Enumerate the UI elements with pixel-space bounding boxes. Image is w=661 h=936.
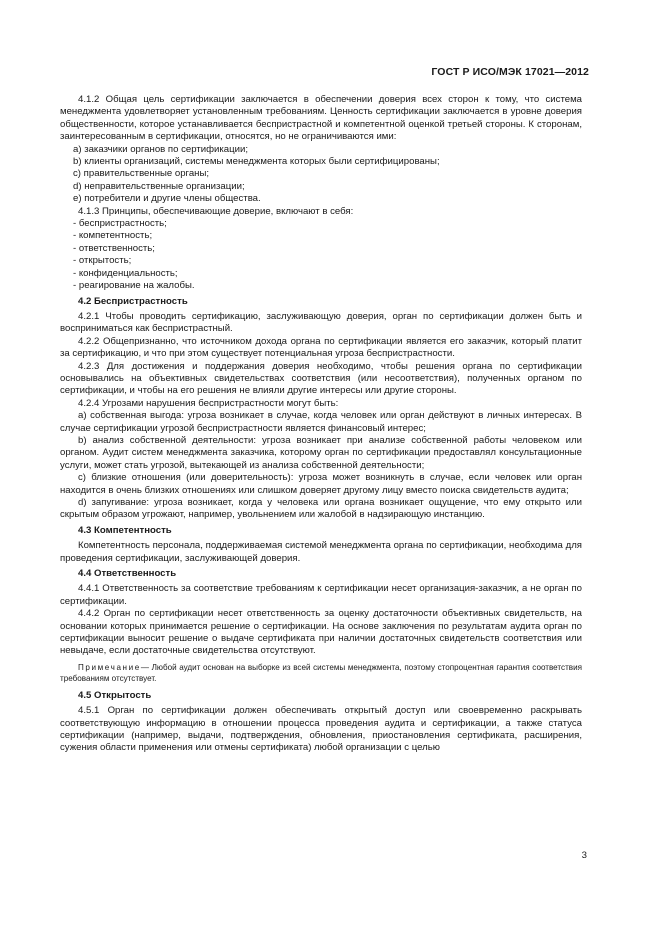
list-item-principle: - компетентность; — [73, 230, 153, 242]
paragraph-4-2-4: 4.2.4 Угрозами нарушения беспристрастности могут быть: — [78, 397, 339, 409]
threat-a: a) собственная выгода: угроза возникает в случае, когда человек или орган действуют в личных интересах. В случае сертификации угрозой беспристрастности является финансовый интерес; — [60, 410, 582, 434]
paragraph-4-4-2: 4.4.2 Орган по сертификации несет ответственность за оценку достаточности объективных свидетельств, на основании которых принимается решение о сертификации. На основе заключения по результатам аудита орган по сертификации выносит решение о выдаче сертификата при наличии достаточных свидетельств соответствия или невыдаче, если достаточные свидетельства отсутствуют. — [60, 608, 582, 657]
section-heading-4-3: 4.3 Компетентность — [78, 524, 172, 536]
document-body — [60, 94, 582, 755]
paragraph-4-2-3: 4.2.3 Для достижения и поддержания доверия необходимо, чтобы решения органа по сертификации основывались на объективных свидетельствах соответствия (или несоответствия), полученных органом по сертификации, и чтобы на его решения не влияли другие интересы или другие стороны. — [60, 360, 582, 397]
paragraph-4-1-3: 4.1.3 Принципы, обеспечивающие доверие, включают в себя: — [78, 205, 354, 217]
paragraph-4-2-2: 4.2.2 Общепризнанно, что источником дохода органа по сертификации является его заказчик, который платит за сертификацию, и что при этом существует потенциальная угроза беспристрастности. — [60, 335, 582, 360]
list-item-party: a) заказчики органов по сертификации; — [73, 143, 248, 155]
threat-d: d) запугивание: угроза возникает, когда у человека или органа возникает ощущение, что ему открыто или скрытым образом угрожают, например, увольнением или жалобой в надзирающую инстанцию. — [60, 497, 582, 521]
paragraph-4-4-1: 4.4.1 Ответственность за соответствие требованиям к сертификации несет организация-заказчик, а не орган по сертификации. — [60, 583, 582, 607]
paragraph-4-3: Компетентность персонала, поддерживаемая системой менеджмента органа по сертификации, необходима для проведения сертификации, заслуживающей доверия. — [60, 540, 582, 564]
page-header: ГОСТ Р ИСО/МЭК 17021—2012 — [431, 66, 589, 78]
note-label: Примечание — [78, 662, 141, 672]
list-item-principle: - открытость; — [73, 255, 132, 267]
list-item-party: b) клиенты организаций, системы менеджмента которых были сертифицированы; — [73, 156, 440, 168]
paragraph-4-2-1: 4.2.1 Чтобы проводить сертификацию, заслуживающую доверия, орган по сертификации должен быть и восприниматься как беспристрастный. — [60, 310, 582, 335]
note-text: — Любой аудит основан на выборке из всей системы менеджмента, поэтому стопроцентная гарантия соответствия требованиям отсутствует. — [60, 662, 582, 684]
paragraph-4-5-1: 4.5.1 Орган по сертификации должен обеспечивать открытый доступ или своевременно раскрывать соответствующую информацию в отношении процесса проведения аудита и сертификации, а также статуса сертификации (например, выдачи, подтверждения, обновления, приостановления сертификата, расширения, сужения области применения или отмены сертификата) любой организации с целью — [60, 705, 582, 754]
list-item-party: e) потребители и другие члены общества. — [73, 193, 261, 205]
list-item-principle: - конфиденциальность; — [73, 267, 178, 279]
threat-b: b) анализ собственной деятельности: угроза возникает при анализе собственной работы человеком или органом. Аудит систем менеджмента заказчика, которому орган по сертификации предоставлял консультационные услуги, может стать угрозой, вытекающей из анализа собственной деятельности; — [60, 434, 582, 471]
list-item-principle: - ответственность; — [73, 242, 155, 254]
section-heading-4-4: 4.4 Ответственность — [78, 568, 177, 580]
section-heading-4-5: 4.5 Открытость — [78, 689, 152, 701]
page-number: 3 — [581, 850, 587, 861]
section-heading-4-2: 4.2 Беспристрастность — [78, 295, 188, 307]
note — [60, 662, 582, 685]
list-item-party: d) неправительственные организации; — [73, 180, 245, 192]
threat-c: c) близкие отношения (или доверительность): угроза может возникнуть в случае, если человек или орган находится в очень близких отношениях или слишком доверяет другому лицу вместо поиска свидетельств аудита; — [60, 472, 582, 496]
list-item-principle: - беспристрастность; — [73, 218, 167, 230]
paragraph-4-1-2: 4.1.2 Общая цель сертификации заключается в обеспечении доверия всех сторон к тому, что система менеджмента удовлетворяет установленным требованиям. Ценность сертификации заключается в уровне доверия общественности, которое устанавливается беспристрастной и компетентной оценкой третьей стороны. К сторонам, заинтересованным в сертификации, относятся, но не ограничиваются ими: — [60, 94, 582, 143]
list-item-principle: - реагирование на жалобы. — [73, 280, 195, 292]
list-item-party: c) правительственные органы; — [73, 168, 210, 180]
